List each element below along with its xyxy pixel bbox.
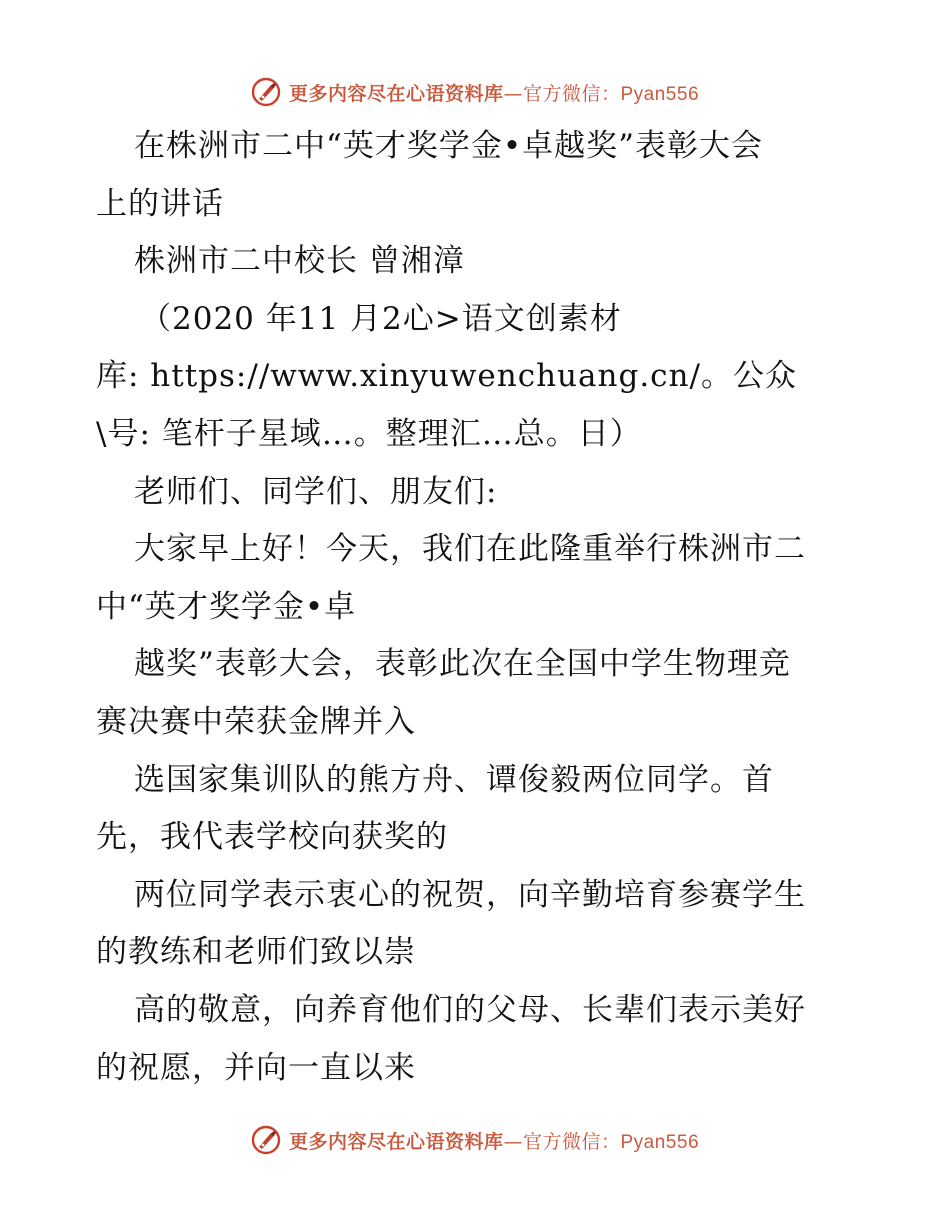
date-source-line-3: \号: 笔杆子星域…。整理汇…总。日） bbox=[96, 415, 642, 452]
paragraph-line: 中“英才奖学金•卓 bbox=[96, 588, 357, 625]
paragraph-line: 赛决赛中荣获金牌并入 bbox=[96, 703, 416, 740]
document-title-line-2: 上的讲话 bbox=[96, 185, 224, 222]
banner-slogan: 更多内容尽在心语资料库 bbox=[288, 82, 504, 105]
banner-dash: — bbox=[503, 82, 523, 105]
banner-wechat-label: 官方微信： bbox=[522, 82, 621, 105]
paragraph-line: 两位同学表示衷心的祝贺，向辛勤培育参赛学生 bbox=[134, 876, 806, 913]
pen-nib-logo-icon bbox=[251, 77, 281, 107]
paragraph-line: 先，我代表学校向获奖的 bbox=[96, 819, 448, 856]
banner-wechat-id: Pyan556 bbox=[620, 1131, 700, 1153]
banner-wechat-label: 官方微信： bbox=[522, 1130, 621, 1153]
document-title-line-1: 在株洲市二中“英才奖学金•卓越奖”表彰大会 bbox=[134, 128, 763, 164]
paragraph-line: 的教练和老师们致以崇 bbox=[96, 934, 416, 971]
footer-banner bbox=[0, 1120, 950, 1160]
paragraph-line: 大家早上好！今天，我们在此隆重举行株洲市二 bbox=[134, 531, 806, 568]
paragraph-line: 越奖”表彰大会，表彰此次在全国中学生物理竞 bbox=[134, 646, 791, 683]
pen-nib-logo-icon bbox=[251, 1125, 281, 1155]
banner-dash: — bbox=[503, 1130, 523, 1153]
salutation-line: 老师们、同学们、朋友们: bbox=[134, 473, 498, 510]
header-banner bbox=[0, 72, 950, 112]
banner-slogan: 更多内容尽在心语资料库 bbox=[288, 1130, 504, 1153]
paragraph-line: 的祝愿，并向一直以来 bbox=[96, 1049, 416, 1086]
date-source-line-2: 库: https://www.xinyuwenchuang.cn/。公众 bbox=[96, 358, 797, 395]
banner-wechat-id: Pyan556 bbox=[620, 83, 700, 105]
date-source-line-1: （2020 年11 月2心>语文创素材 bbox=[140, 300, 622, 337]
paragraph-line: 选国家集训队的熊方舟、谭俊毅两位同学。首 bbox=[134, 761, 774, 798]
author-line: 株洲市二中校长 曾湘漳 bbox=[134, 243, 465, 280]
paragraph-line: 高的敬意，向养育他们的父母、长辈们表示美好 bbox=[134, 991, 806, 1028]
document-body bbox=[96, 118, 876, 1097]
